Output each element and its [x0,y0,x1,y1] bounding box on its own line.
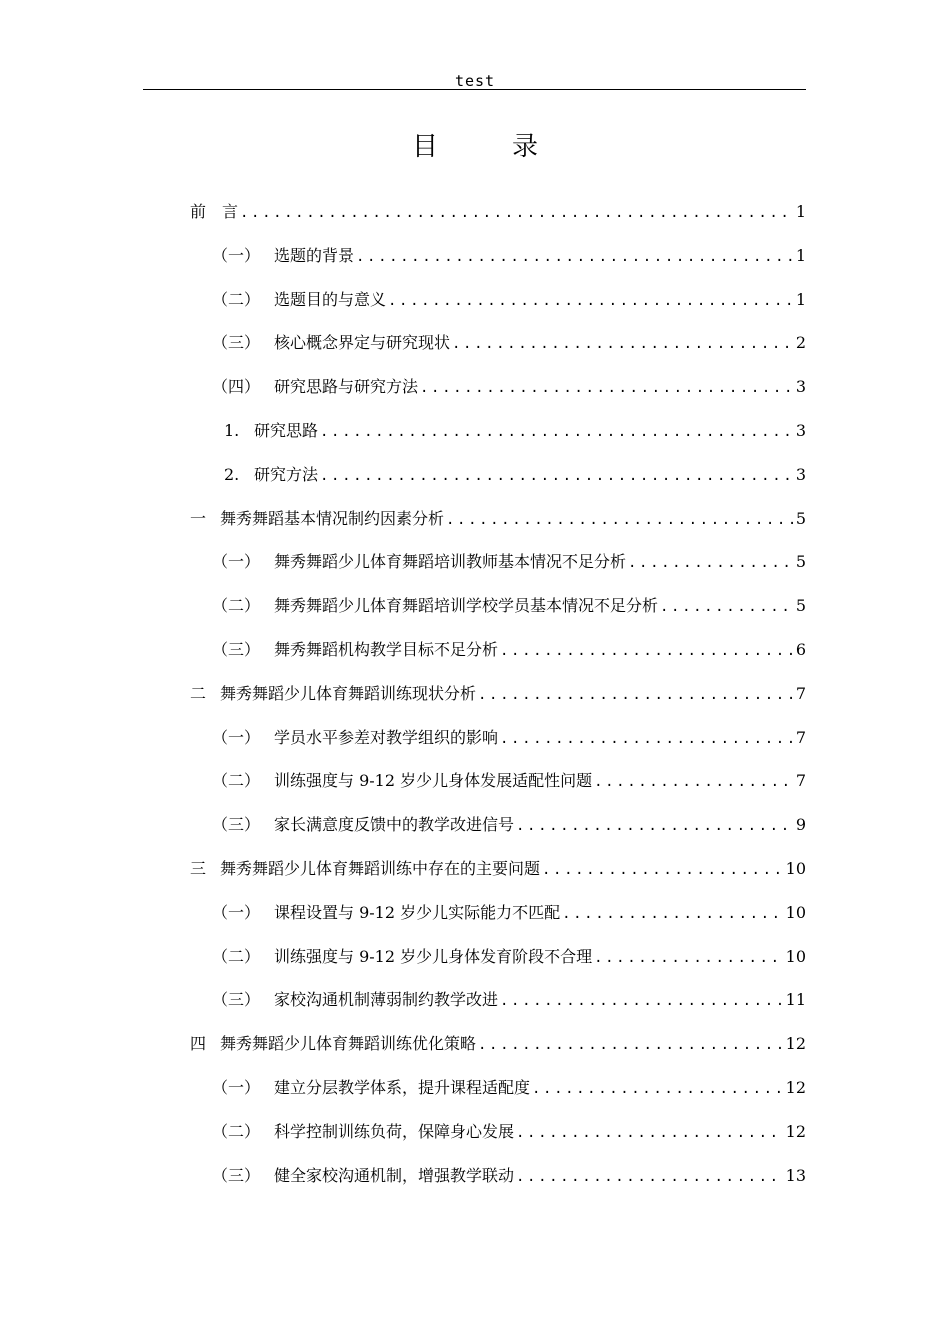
toc-entry-page-number: 1 [795,245,806,265]
toc-entry-page-number: 9 [795,815,806,835]
toc-entry-title: 舞秀舞蹈机构教学目标不足分析 [274,640,499,659]
toc-entry[interactable] [212,1118,806,1146]
toc-entry-page-number: 12 [785,1078,806,1097]
toc-dot-leader [478,681,794,709]
toc-entry-title: 健全家校沟通机制，增强教学联动 [274,1165,515,1185]
toc-dot-leader [388,287,794,315]
toc-entry-number: （二） [212,946,261,966]
toc-entry-number: （三） [212,640,261,659]
toc-entry[interactable] [212,636,806,664]
toc-entry-number: （一） [212,1078,261,1097]
toc-entry-number: （二） [212,1121,261,1141]
toc-entry-title: 核心概念界定与研究现状 [274,333,451,353]
toc-entry-page-number: 7 [795,771,806,791]
toc-entry-number: （一） [212,552,261,572]
toc-entry-title: 学员水平参差对教学组织的影响 [274,727,499,747]
toc-entry[interactable] [212,329,806,357]
toc-entry-page-number: 5 [795,596,806,616]
toc-dot-leader [500,637,794,665]
toc-entry-title: 家长满意度反馈中的教学改进信号 [274,815,515,835]
toc-entry[interactable] [212,1074,806,1102]
toc-entry-number: 一 [190,508,207,528]
toc-entry-number: 四 [190,1034,207,1054]
toc-dot-leader [628,549,794,577]
toc-entry-title: 科学控制训练负荷，保障身心发展 [274,1121,515,1141]
toc-entry-number: （二） [212,771,261,791]
toc-entry-number: （二） [212,596,261,616]
toc-entry-page-number: 12 [785,1121,806,1141]
toc-dot-leader [542,856,784,884]
toc-entry-title: 舞秀舞蹈少儿体育舞蹈训练优化策略 [220,1034,477,1054]
toc-entry-number: 1. [224,421,240,440]
toc-entry-page-number: 5 [795,552,806,572]
toc-entry-title: 课程设置与 9-12 岁少儿实际能力不匹配 [274,902,561,922]
toc-entry-page-number: 2 [795,333,806,353]
toc-dot-leader [500,987,784,1015]
toc-entry-page-number: 3 [795,464,806,484]
toc-entry-number: （二） [212,289,261,309]
toc-entry-title: 研究方法 [254,464,319,484]
toc-entry[interactable] [212,943,806,971]
toc-entry-number: 三 [190,859,207,878]
toc-entry[interactable] [212,548,806,576]
toc-entry[interactable] [190,505,806,533]
toc-entry[interactable] [190,198,806,226]
toc-entry-number: （一） [212,902,261,922]
header-rule [143,89,806,90]
toc-dot-leader [500,725,794,753]
toc-entry-page-number: 10 [785,946,806,966]
toc-entry-page-number: 1 [795,202,806,221]
toc-entry[interactable] [212,724,806,752]
toc-entry-title: 训练强度与 9-12 岁少儿身体发展适配性问题 [274,771,593,791]
toc-entry-title: 建立分层教学体系，提升课程适配度 [274,1078,531,1097]
toc-entry[interactable] [190,1030,806,1058]
toc-entry-number: （三） [212,990,261,1010]
toc-entry-title: 前 言 [190,202,239,221]
toc-entry-page-number: 11 [785,990,806,1010]
toc-entry[interactable] [212,286,806,314]
toc-entry[interactable] [212,899,806,927]
toc-dot-leader [452,330,794,358]
toc-entry-page-number: 10 [785,859,806,878]
toc-title: 目 录 [411,132,562,162]
toc-entry-page-number: 1 [795,289,806,309]
toc-entry-title: 舞秀舞蹈少儿体育舞蹈训练中存在的主要问题 [220,859,541,878]
toc-entry[interactable] [190,680,806,708]
toc-entry[interactable] [212,811,806,839]
toc-dot-leader [594,768,794,796]
page-header-text: test [454,72,496,90]
toc-entry-title: 选题目的与意义 [274,289,387,309]
toc-entry-page-number: 6 [795,640,806,659]
toc-dot-leader [478,1031,784,1059]
toc-entry-page-number: 5 [795,508,806,528]
toc-entry[interactable] [212,1162,806,1190]
toc-dot-leader [356,243,794,271]
toc-dot-leader [446,506,794,534]
toc-entry[interactable] [212,986,806,1014]
toc-entry-title: 训练强度与 9-12 岁少儿身体发育阶段不合理 [274,946,593,966]
toc-entry-title: 舞秀舞蹈基本情况制约因素分析 [220,508,445,528]
toc-entry-title: 研究思路与研究方法 [274,377,419,397]
toc-dot-leader [532,1075,784,1103]
toc-entry-number: （一） [212,727,261,747]
toc-entry-page-number: 10 [785,902,806,922]
toc-entry[interactable] [212,592,806,620]
toc-dot-leader [516,1119,784,1147]
toc-entry-title: 舞秀舞蹈少儿体育舞蹈培训学校学员基本情况不足分析 [274,596,659,616]
toc-entry[interactable] [212,373,806,401]
toc-entry[interactable] [224,461,806,489]
toc-entry-title: 研究思路 [254,421,319,440]
toc-entry[interactable] [190,855,806,883]
toc-dot-leader [320,418,794,446]
toc-entry-page-number: 7 [795,727,806,747]
toc-dot-leader [516,812,794,840]
toc-entry-number: （一） [212,245,261,265]
toc-dot-leader [420,374,794,402]
toc-entry-page-number: 7 [795,683,806,703]
toc-entry[interactable] [212,767,806,795]
toc-entry-number: 二 [190,683,207,703]
toc-entry-title: 家校沟通机制薄弱制约教学改进 [274,990,499,1010]
toc-entry-page-number: 12 [785,1034,806,1054]
toc-dot-leader [240,199,794,227]
toc-dot-leader [562,900,784,928]
toc-dot-leader [660,593,794,621]
toc-entry-title: 舞秀舞蹈少儿体育舞蹈训练现状分析 [220,683,477,703]
toc-entry-number: （三） [212,815,261,835]
toc-entry-number: （三） [212,333,261,353]
toc-entry-page-number: 3 [795,421,806,440]
toc-entry-number: 2. [224,464,240,484]
toc-dot-leader [516,1163,784,1191]
toc-entry-page-number: 3 [795,377,806,397]
toc-entry[interactable] [224,417,806,445]
toc-entry-page-number: 13 [785,1165,806,1185]
toc-entry-title: 舞秀舞蹈少儿体育舞蹈培训教师基本情况不足分析 [274,552,627,572]
toc-entry-number: （四） [212,377,261,397]
toc-entry-title: 选题的背景 [274,245,355,265]
toc-entry[interactable] [212,242,806,270]
toc-dot-leader [594,944,784,972]
toc-entry-number: （三） [212,1165,261,1185]
toc-dot-leader [320,462,794,490]
